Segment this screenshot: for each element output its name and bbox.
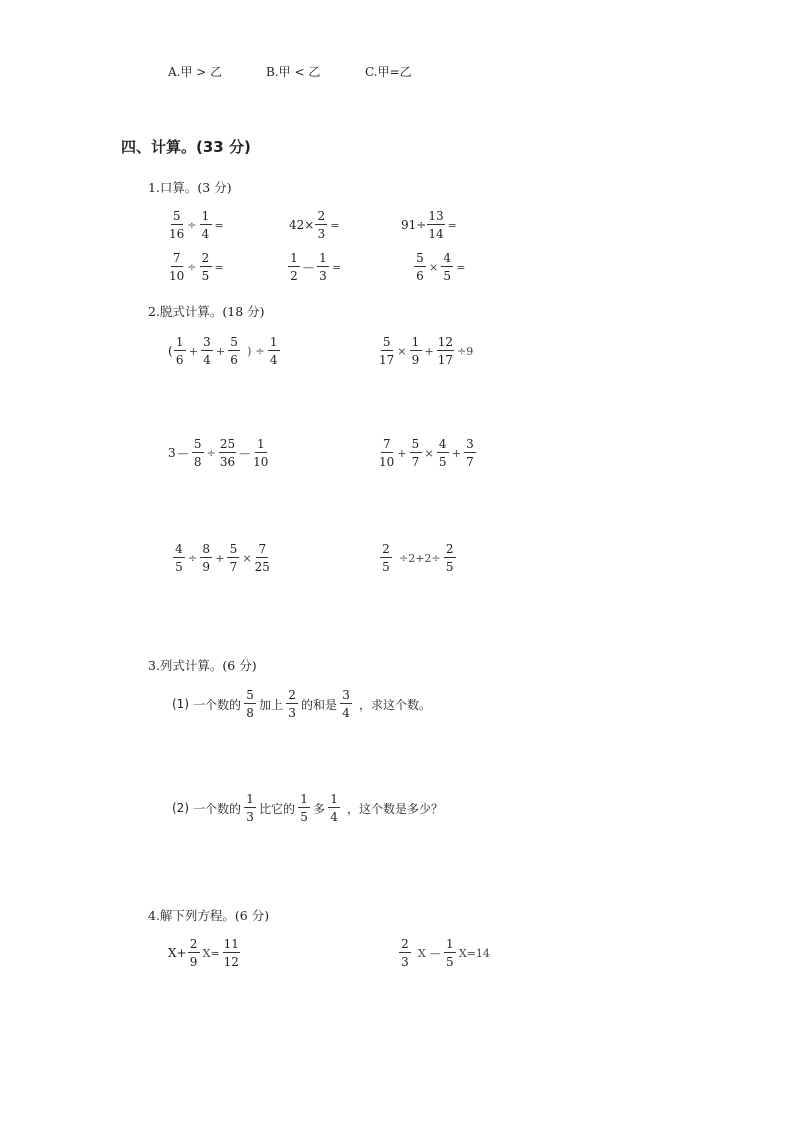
fraction: $\frac{1}{4}$: [328, 793, 340, 823]
calc-expr-4: $\frac{7}{10}$ + $\frac{5}{7}$ × $\frac{4}{5}$ + $\frac{3}{7}$: [378, 438, 477, 468]
oral-item-4: $\frac{7}{10}$ ÷ $\frac{2}{5}$ =: [169, 251, 224, 283]
fraction: $\frac{8}{9}$: [200, 543, 212, 573]
oral-item-2: 42× $\frac{2}{3}$ =: [289, 209, 340, 241]
part1-heading: 1.口算。(3 分): [148, 180, 232, 195]
fraction: $\frac{11}{12}$: [223, 937, 239, 969]
fraction: $\frac{2}{5}$: [200, 252, 212, 282]
fraction: $\frac{2}{9}$: [188, 938, 200, 968]
fraction: $\frac{5}{6}$: [414, 252, 426, 282]
word-problem-1: (1) 一个数的 $\frac{5}{8}$ 加上 $\frac{2}{3}$ 的和是 $\frac{3}{4}$ ，求这个数。: [172, 688, 432, 720]
fraction: $\frac{1}{4}$: [200, 210, 212, 240]
fraction: $\frac{7}{10}$: [379, 437, 395, 469]
fraction: $\frac{5}{17}$: [379, 335, 395, 367]
fraction: $\frac{5}{6}$: [228, 336, 240, 366]
fraction: $\frac{1}{6}$: [174, 336, 186, 366]
fraction: $\frac{5}{7}$: [227, 543, 239, 573]
fraction: $\frac{13}{14}$: [428, 209, 444, 241]
fraction: $\frac{5}{8}$: [244, 689, 256, 719]
fraction: $\frac{2}{3}$: [399, 938, 411, 968]
fraction: $\frac{5}{7}$: [410, 438, 422, 468]
fraction: $\frac{1}{10}$: [253, 437, 269, 469]
section-title: 四、计算。(33 分): [121, 138, 251, 156]
part2-heading: 2.脱式计算。(18 分): [148, 304, 265, 319]
fraction: $\frac{3}{4}$: [340, 689, 352, 719]
fraction: $\frac{3}{4}$: [201, 336, 213, 366]
equation-2: $\frac{2}{3}$ X — $\frac{1}{5}$ X=14: [398, 938, 492, 968]
part4-heading: 4.解下列方程。(6 分): [148, 908, 270, 923]
fraction: $\frac{1}{5}$: [444, 938, 456, 968]
oral-item-6: $\frac{5}{6}$ × $\frac{4}{5}$ =: [413, 252, 467, 282]
fraction: $\frac{2}{5}$: [380, 543, 392, 573]
equation-1: X+ $\frac{2}{9}$ X= $\frac{11}{12}$: [168, 937, 239, 969]
part3-heading: 3.列式计算。(6 分): [148, 658, 257, 673]
fraction: $\frac{5}{16}$: [169, 209, 185, 241]
fraction: $\frac{1}{3}$: [317, 252, 329, 282]
oral-item-3: 91÷ $\frac{13}{14}$ =: [401, 209, 457, 241]
calc-expr-5: $\frac{4}{5}$ ÷ $\frac{8}{9}$ + $\frac{5}{7}$ × $\frac{7}{25}$: [172, 543, 271, 573]
oral-item-5: $\frac{1}{2}$ — $\frac{1}{3}$ =: [287, 252, 343, 282]
calc-expr-1: ( $\frac{1}{6}$ + $\frac{3}{4}$ + $\frac{5}{6}$ ) ÷ $\frac{1}{4}$: [168, 336, 281, 366]
oral-item-1: $\frac{5}{16}$ ÷ $\frac{1}{4}$ =: [169, 209, 224, 241]
option-a: A.甲 > 乙: [168, 65, 223, 79]
fraction: $\frac{1}{3}$: [244, 793, 256, 823]
fraction: $\frac{1}{2}$: [288, 252, 300, 282]
fraction: $\frac{7}{10}$: [169, 251, 185, 283]
fraction: $\frac{12}{17}$: [437, 335, 453, 367]
calc-expr-6: $\frac{2}{5}$ ÷2+2÷ $\frac{2}{5}$: [379, 543, 457, 573]
fraction: $\frac{7}{25}$: [254, 542, 270, 574]
fraction: $\frac{5}{8}$: [192, 438, 204, 468]
fraction: $\frac{3}{7}$: [464, 438, 476, 468]
fraction: $\frac{4}{5}$: [173, 543, 185, 573]
fraction: $\frac{1}{4}$: [268, 336, 280, 366]
fraction: $\frac{25}{36}$: [219, 437, 236, 469]
fraction: $\frac{2}{5}$: [444, 543, 456, 573]
word-problem-2: (2) 一个数的 $\frac{1}{3}$ 比它的 $\frac{1}{5}$ 多 $\frac{1}{4}$ ，这个数是多少？: [172, 792, 444, 824]
fraction: $\frac{2}{3}$: [286, 689, 298, 719]
option-c: C.甲=乙: [365, 65, 412, 79]
fraction: $\frac{2}{3}$: [315, 210, 327, 240]
fraction: $\frac{4}{5}$: [441, 252, 453, 282]
option-b: B.甲 < 乙: [266, 65, 321, 79]
fraction: $\frac{1}{9}$: [410, 336, 422, 366]
calc-expr-3: 3 — $\frac{5}{8}$ ÷ $\frac{25}{36}$ — $\frac{1}{10}$: [168, 437, 269, 469]
fraction: $\frac{1}{5}$: [298, 793, 310, 823]
calc-expr-2: $\frac{5}{17}$ × $\frac{1}{9}$ + $\frac{12}{17}$ ÷9: [379, 335, 474, 367]
fraction: $\frac{4}{5}$: [437, 438, 449, 468]
